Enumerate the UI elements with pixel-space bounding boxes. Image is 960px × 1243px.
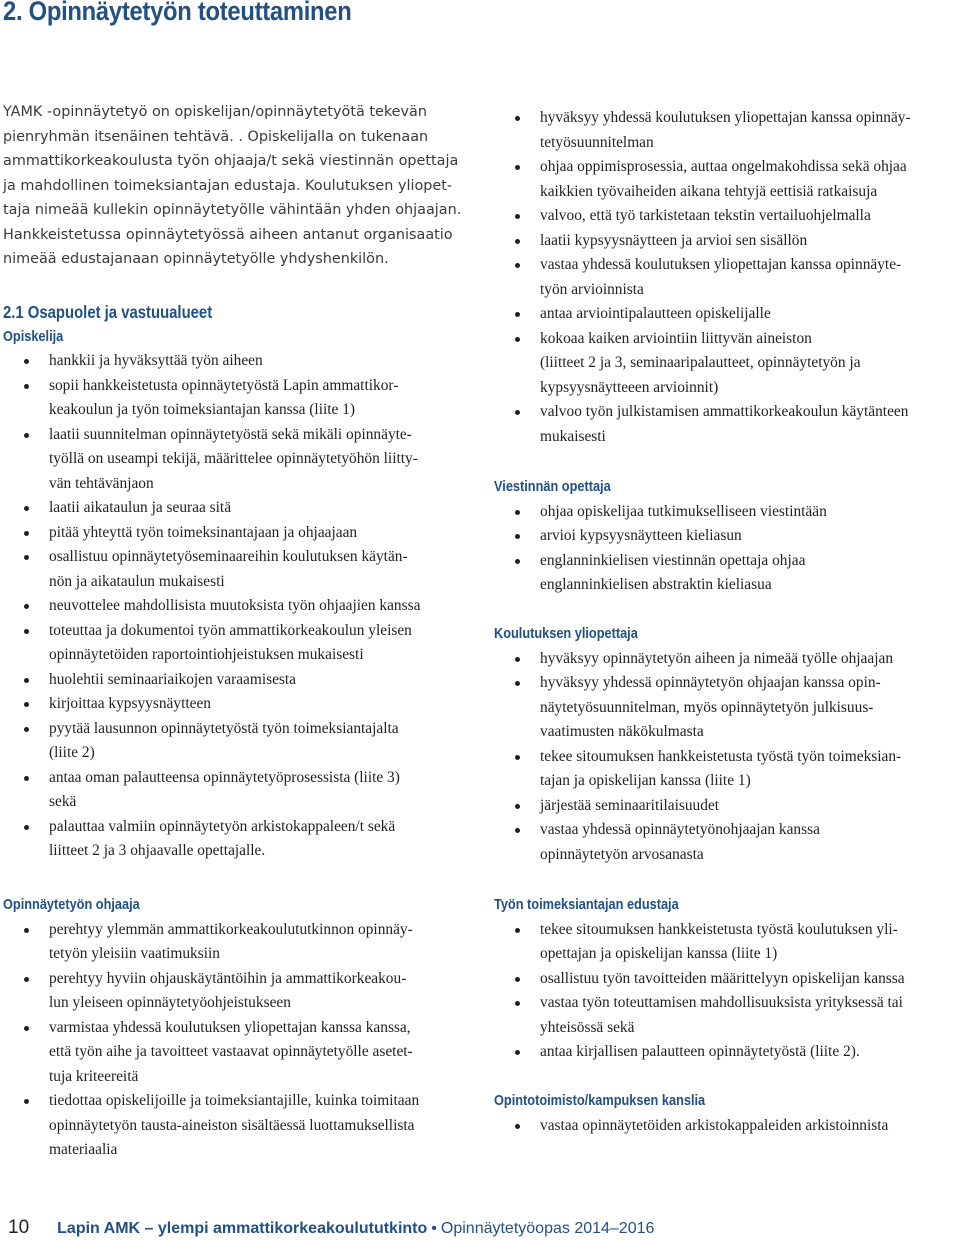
text-line: hankkii ja hyväksyttää työn aiheen: [49, 352, 263, 369]
text-line: laatii aikataulun ja seuraa sitä: [49, 499, 232, 516]
text-line: tekee sitoumuksen hankkeistetusta työstä koulutuksen yli-: [540, 920, 898, 938]
toimeksiantaja-section: [494, 893, 958, 1065]
text-line: hyväksyy yhdessä koulutuksen yliopettajan kanssa opinnäy-: [540, 109, 911, 126]
text-line: palauttaa valmiin opinnäytetyön arkistokappaleen/t sekä: [49, 817, 396, 835]
text-line: laatii kypsyysnäytteen ja arvioi sen sisällön: [540, 231, 808, 249]
page-number: 10: [8, 1217, 30, 1238]
ohjaaja-continued: [494, 106, 958, 449]
yliopettaja-list: [494, 647, 958, 868]
text-line: hyväksyy yhdessä opinnäytetyön ohjaajan kanssa opin-: [540, 674, 881, 691]
list-item: [3, 717, 473, 766]
text-line: perehtyy ylemmän ammattikorkeakoulututkinnon opinnäy-: [49, 920, 413, 938]
text-line: toteuttaa ja dokumentoi työn ammattikorkeakoulun yleisen: [49, 621, 412, 639]
text-line: YAMK -opinnäytetyö on opiskelijan/opinnäytetyötä tekevän: [3, 104, 427, 120]
role-heading-kanslia: Opintotoimisto/kampuksen kanslia: [494, 1092, 706, 1109]
list-item: [494, 1114, 958, 1139]
text-line: osallistuu työn tavoitteiden määrittelyyn opiskelijan kanssa: [540, 969, 905, 987]
list-item: [494, 1040, 958, 1065]
list-item: [494, 991, 958, 1040]
text-line: ohjaa oppimisprosessia, auttaa ongelmakohdissa sekä ohjaa: [540, 158, 907, 175]
text-line: taja nimeää kullekin opinnäytetyölle vähintään yhden ohjaajan.: [3, 202, 462, 218]
text-line: antaa kirjallisen palautteen opinnäytetyöstä (liite 2).: [540, 1043, 860, 1060]
text-line: arvioi kypsyysnäytteen kieliasun: [540, 527, 742, 544]
list-item: [494, 327, 958, 401]
list-item: [3, 496, 473, 521]
text-line: perehtyy hyviin ohjauskäytäntöihin ja ammattikorkeakou-: [49, 969, 407, 987]
text-line: vastaa yhdessä koulutuksen yliopettajan kanssa opinnäyte-: [540, 256, 902, 273]
text-line: ja mahdollinen toimeksiantajan edustaja. Koulutuksen yliopet-: [3, 177, 453, 194]
text-line: tetyön yleisiin vaatimuksiin: [49, 945, 220, 962]
text-line: Hankkeistetussa opinnäytetyössä aiheen antanut organisaatio: [3, 226, 453, 243]
list-item: [494, 500, 958, 525]
text-line: (liitteet 2 ja 3, seminaaripalautteet, opinnäytetyön ja: [540, 354, 861, 371]
list-item: [3, 423, 473, 497]
text-line: ohjaa opiskelijaa tutkimukselliseen viestintään: [540, 502, 827, 520]
text-line: järjestää seminaaritilaisuudet: [540, 796, 720, 814]
list-item: [3, 766, 473, 815]
text-line: varmistaa yhdessä koulutuksen yliopettajan kanssa kanssa,: [49, 1018, 411, 1036]
list-item: [3, 545, 473, 594]
ohjaaja-list: [3, 918, 473, 1163]
text-line: opinnäytetyön arvosanasta: [540, 845, 704, 863]
list-item: [3, 918, 473, 967]
list-item: [3, 1089, 473, 1163]
text-line: tekee sitoumuksen hankkeistetusta työstä työn toimeksian-: [540, 747, 902, 765]
text-line: osallistuu opinnäytetyöseminaareihin koulutuksen käytän-: [49, 548, 408, 565]
text-line: valvoo työn julkistamisen ammattikorkeakoulun käytänteen: [540, 403, 909, 420]
text-line: kokoaa kaiken arviointiin liittyvän aineiston: [540, 329, 812, 347]
text-line: pienryhmän itsenäinen tehtävä. . Opiskelijalla on tukenaan: [3, 128, 429, 145]
footer-guide-title: Opinnäytetyöopas 2014–2016: [440, 1220, 655, 1237]
list-item: [494, 524, 958, 549]
page-footer: [8, 1217, 654, 1239]
text-line: materiaalia: [49, 1141, 118, 1158]
ohjaaja-cont-list: [494, 106, 958, 449]
list-item: [3, 967, 473, 1016]
text-line: pyytää lausunnon opinnäytetyöstä työn toimeksiantajalta: [49, 719, 399, 737]
text-line: (liite 2): [49, 744, 95, 761]
text-line: keakoulun ja työn toimeksiantajan kanssa (liite 1): [49, 401, 356, 418]
list-item: [3, 349, 473, 374]
viestinta-section: [494, 475, 958, 598]
role-heading-viestinta: Viestinnän opettaja: [494, 478, 611, 495]
text-line: ammattikorkeakoulusta työn ohjaaja/t sekä viestinnän opettaja: [3, 153, 459, 169]
text-line: liitteet 2 ja 3 ohjaavalle opettajalle.: [49, 842, 266, 859]
text-line: mukaisesti: [540, 427, 606, 445]
kanslia-list: [494, 1114, 958, 1139]
text-line: neuvottelee mahdollisista muutoksista työn ohjaajien kanssa: [49, 597, 421, 614]
intro-text: [3, 100, 473, 272]
role-heading-yliopettaja: Koulutuksen yliopettaja: [494, 625, 638, 642]
text-line: kaikkien työvaiheiden aikana tehtyjä eettisiä ratkaisuja: [540, 182, 878, 200]
text-line: tetyösuunnitelman: [540, 133, 654, 151]
text-line: antaa arviointipalautteen opiskelijalle: [540, 305, 771, 322]
text-line: vaatimusten näkökulmasta: [540, 723, 704, 740]
section-2-1: [3, 300, 473, 864]
list-item: [494, 106, 958, 155]
text-line: vastaa työn toteuttamisen mahdollisuuksista yrityksessä tai: [540, 994, 903, 1011]
text-line: valvoo, että työ tarkistetaan tekstin vertailuohjelmalla: [540, 207, 871, 224]
yliopettaja-section: [494, 622, 958, 867]
text-line: työn arvioinnista: [540, 280, 644, 298]
list-item: [494, 302, 958, 327]
list-item: [3, 374, 473, 423]
list-item: [3, 668, 473, 693]
text-line: vastaa yhdessä opinnäytetyönohjaajan kanssa: [540, 821, 820, 838]
opiskelija-list: [3, 349, 473, 864]
text-line: hyväksyy opinnäytetyön aiheen ja nimeää työlle ohjaajan: [540, 649, 894, 667]
text-line: tiedottaa opiskelijoille ja toimeksiantajille, kuinka toimitaan: [49, 1092, 420, 1109]
kanslia-section: [494, 1089, 958, 1138]
list-item: [3, 521, 473, 546]
role-heading-toimeksiantaja: Työn toimeksiantajan edustaja: [494, 896, 679, 913]
text-line: lun yleiseen opinnäytetyöohjeistukseen: [49, 994, 291, 1011]
list-item: [494, 745, 958, 794]
list-item: [494, 818, 958, 867]
footer-separator: •: [431, 1220, 437, 1237]
list-item: [3, 815, 473, 864]
text-line: laatii suunnitelman opinnäytetyöstä sekä mikäli opinnäyte-: [49, 425, 412, 443]
list-item: [494, 918, 958, 967]
list-item: [494, 647, 958, 672]
list-item: [494, 549, 958, 598]
text-line: englanninkielisen abstraktin kieliasua: [540, 576, 772, 593]
list-item: [3, 692, 473, 717]
toimeksiantaja-list: [494, 918, 958, 1065]
list-item: [494, 967, 958, 992]
text-line: opinnäytetöiden raportointiohjeistuksen mukaisesti: [49, 646, 364, 663]
text-line: sopii hankkeistetusta opinnäytetyöstä Lapin ammattikor-: [49, 376, 399, 394]
text-line: opinnäytetyön tausta-aineiston sisältäessä luottamuksellista: [49, 1116, 415, 1134]
text-line: vastaa opinnäytetöiden arkistokappaleiden arkistoinnista: [540, 1116, 889, 1134]
text-line: pitää yhteyttä työn toimeksinantajaan ja ohjaajaan: [49, 523, 358, 541]
text-line: että työn aihe ja tavoitteet vastaavat opinnäytetyölle asetet-: [49, 1043, 413, 1060]
list-item: [3, 1016, 473, 1090]
list-item: [494, 794, 958, 819]
text-line: näytetyösuunnitelman, myös opinnäytetyön julkisuus-: [540, 698, 874, 716]
text-line: nimeää edustajanaan opinnäytetyölle yhdyshenkilön.: [3, 251, 389, 267]
text-line: opettajan ja opiskelijan kanssa (liite 1): [540, 945, 778, 962]
text-line: tuja kriteereitä: [49, 1067, 139, 1085]
list-item: [494, 204, 958, 229]
list-item: [494, 155, 958, 204]
page-title: 2. Opinnäytetyön toteuttaminen: [3, 0, 352, 26]
list-item: [3, 594, 473, 619]
text-line: kypsyysnäytteeen arvioinnit): [540, 378, 719, 396]
text-line: vän tehtävänjaon: [49, 474, 154, 492]
text-line: työllä on useampi tekijä, määrittelee opinnäytetyöhön liitty-: [49, 450, 418, 467]
viestinta-list: [494, 500, 958, 598]
text-line: antaa oman palautteensa opinnäytetyöprosessista (liite 3): [49, 768, 400, 786]
list-item: [494, 671, 958, 745]
list-item: [3, 619, 473, 668]
intro-paragraph: [3, 100, 473, 272]
text-line: huolehtii seminaariaikojen varaamisesta: [49, 670, 297, 688]
role-heading-opiskelija: Opiskelija: [3, 327, 64, 345]
list-item: [494, 253, 958, 302]
text-line: nön ja aikataulun mukaisesti: [49, 572, 225, 590]
list-item: [494, 229, 958, 254]
role-heading-ohjaaja: Opinnäytetyön ohjaaja: [3, 896, 140, 913]
text-line: kirjoittaa kypsyysnäytteen: [49, 695, 211, 712]
text-line: yhteisössä sekä: [540, 1018, 635, 1036]
list-item: [494, 400, 958, 449]
footer-brand: Lapin AMK – ylempi ammattikorkeakoulututkinto: [57, 1220, 428, 1237]
section-heading: 2.1 Osapuolet ja vastuualueet: [3, 302, 213, 322]
text-line: sekä: [49, 793, 77, 810]
ohjaaja-section: [3, 893, 473, 1163]
text-line: englanninkielisen viestinnän opettaja ohjaa: [540, 551, 806, 569]
text-line: tajan ja opiskelijan kanssa (liite 1): [540, 772, 751, 789]
